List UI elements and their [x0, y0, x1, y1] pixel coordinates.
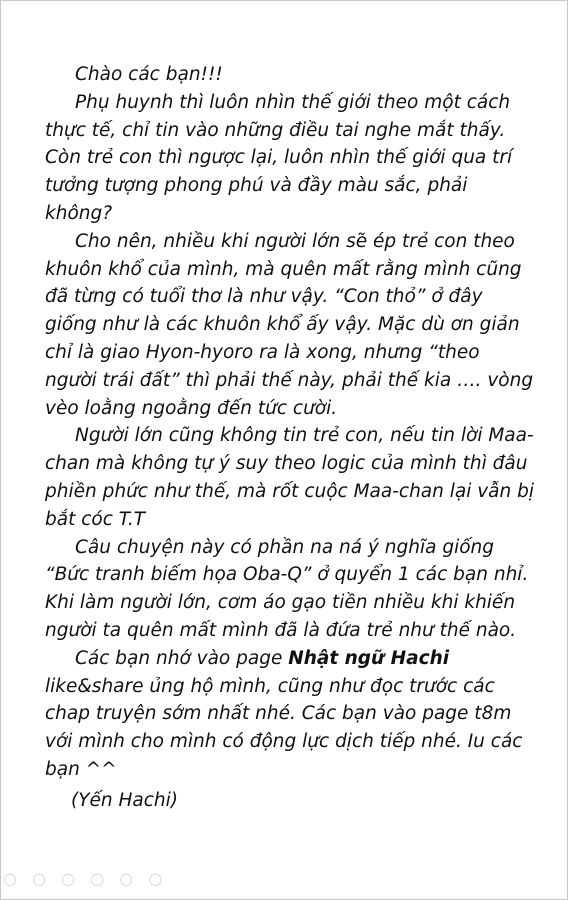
dot-icon: ○: [3, 869, 17, 888]
dot-icon: ○: [90, 869, 105, 888]
signature: (Yến Hachi): [71, 789, 179, 811]
paragraph-3: Người lớn cũng không tin trẻ con, nếu tin lời Maa-chan mà không tự ý suy theo logic của mình thì đâu phiền phức như thế, mà rốt cuộc Maa-chan lại vẫn bị bắt cóc T.T: [45, 425, 535, 530]
dot-icon: ○: [61, 869, 76, 888]
page-name: Nhật ngữ Hachi: [288, 647, 450, 669]
paragraph-1: Phụ huynh thì luôn nhìn thế giới theo một cách thực tế, chỉ tin vào những điều tai nghe mắt thấy. Còn trẻ con thì ngược lại, luôn nhìn thế giới qua trí tưởng tượng phong phú và đầy màu sắc, phải không?: [45, 91, 513, 224]
dot-icon: ○: [119, 869, 134, 888]
closing-text-before: Các bạn nhớ vào page: [75, 647, 289, 669]
translator-note: [45, 61, 535, 815]
page-indicator: [3, 869, 243, 893]
paragraph-4: Câu chuyện này có phần na ná ý nghĩa giống “Bức tranh biếm họa Oba-Q” ở quyển 1 các bạn nhỉ. Khi làm người lớn, cơm áo gạo tiền nhiều khi khiến người ta quên mất mình đã là đứa trẻ như thế nào.: [45, 536, 529, 641]
dot-icon: ○: [32, 869, 47, 888]
closing-paragraph: [45, 645, 535, 784]
greeting: Chào các bạn!!!: [75, 64, 223, 85]
closing-text-after: like&share ủng hộ mình, cũng như đọc trước các chap truyện sớm nhất nhé. Các bạn vào page t8m với mình cho mình có động lực dịch tiếp nhé. Iu các bạn ^^: [45, 675, 523, 780]
paragraph-2: Cho nên, nhiều khi người lớn sẽ ép trẻ con theo khuôn khổ của mình, mà quên mất rằng mình cũng đã từng có tuổi thơ là như vậy. “Con thỏ” ở đây giống như là các khuôn khổ ấy vậy. Mặc dù ơn giản chỉ là giao Hyon-hyoro ra là xong, nhưng “theo người trái đất” thì phải thế này, phải thế kia …. vòng vèo loằng ngoằng đến tức cười.: [45, 230, 534, 419]
dot-icon: ○: [148, 869, 163, 888]
